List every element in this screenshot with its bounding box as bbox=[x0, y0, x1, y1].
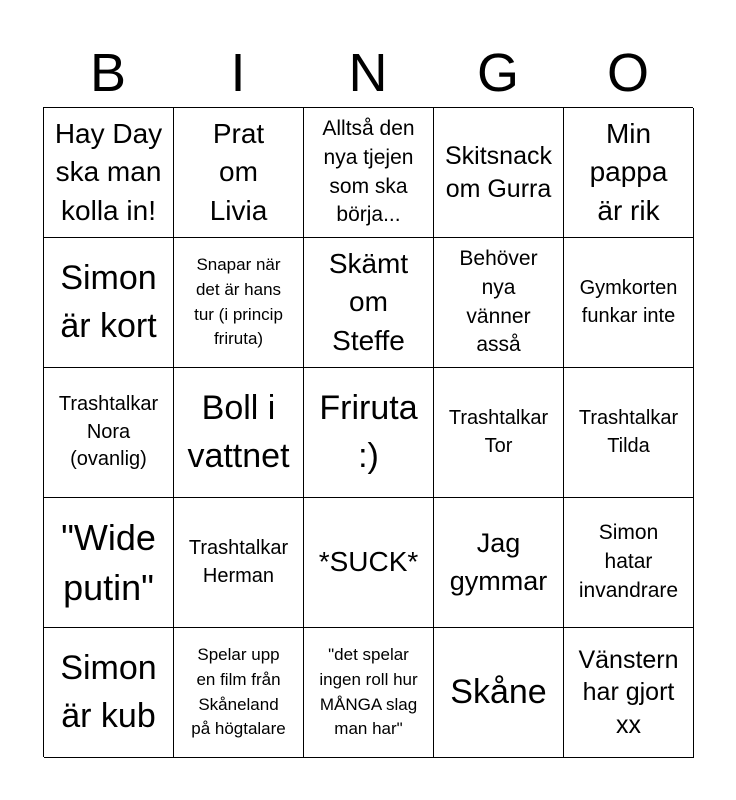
bingo-board bbox=[43, 107, 693, 757]
cell-text: Hay Day ska man kolla in! bbox=[54, 118, 163, 226]
cell-text: Behöver nya vänner asså bbox=[459, 246, 538, 357]
header-letter-n: N bbox=[348, 43, 388, 103]
bingo-cell-r3c2[interactable] bbox=[174, 368, 304, 498]
bingo-cell-r2c2[interactable] bbox=[174, 238, 304, 368]
cell-text: Simon är kort bbox=[60, 258, 157, 345]
cell-text: "Wide putin" bbox=[61, 516, 156, 608]
cell-text: Skåne bbox=[450, 672, 547, 711]
cell-text: Friruta :) bbox=[319, 388, 418, 475]
cell-text: "det spelar ingen roll hur MÅNGA slag man har" bbox=[319, 645, 418, 739]
bingo-cell-r2c3[interactable] bbox=[304, 238, 434, 368]
bingo-cell-r4c1[interactable] bbox=[44, 498, 174, 628]
cell-text: Prat om Livia bbox=[209, 118, 268, 226]
cell-text: Trashtalkar Tilda bbox=[578, 406, 679, 457]
cell-text: Gymkorten funkar inte bbox=[579, 276, 678, 327]
cell-text: Snapar när det är hans tur (i princip friruta) bbox=[194, 255, 283, 349]
bingo-cell-r1c2[interactable] bbox=[174, 108, 304, 238]
cell-text: Spelar upp en film från Skåneland på högtalare bbox=[191, 645, 286, 739]
bingo-cell-r1c5[interactable] bbox=[564, 108, 694, 238]
bingo-cell-r4c5[interactable] bbox=[564, 498, 694, 628]
bingo-cell-r5c3[interactable] bbox=[304, 628, 434, 758]
cell-text: Boll i vattnet bbox=[187, 388, 290, 475]
cell-text: Simon hatar invandrare bbox=[578, 521, 679, 602]
cell-text: Skämt om Steffe bbox=[328, 248, 409, 356]
bingo-cell-r5c2[interactable] bbox=[174, 628, 304, 758]
bingo-cell-r2c5[interactable] bbox=[564, 238, 694, 368]
bingo-cell-r3c5[interactable] bbox=[564, 368, 694, 498]
cell-text: Alltså den nya tjejen som ska börja... bbox=[322, 116, 415, 227]
header-letter-b: B bbox=[89, 43, 127, 103]
cell-text: Trashtalkar Herman bbox=[188, 536, 289, 587]
cell-text: Trashtalkar Nora (ovanlig) bbox=[58, 393, 159, 471]
bingo-cell-r3c4[interactable] bbox=[434, 368, 564, 498]
bingo-cell-r4c2[interactable] bbox=[174, 498, 304, 628]
cell-text: Jag gymmar bbox=[449, 527, 548, 596]
bingo-cell-r3c1[interactable] bbox=[44, 368, 174, 498]
header-letter-o: O bbox=[606, 43, 649, 103]
cell-text: Skitsnack om Gurra bbox=[445, 142, 552, 203]
bingo-cell-r3c3[interactable] bbox=[304, 368, 434, 498]
cell-text: Min pappa är rik bbox=[589, 118, 668, 226]
cell-text: *SUCK* bbox=[318, 546, 419, 578]
bingo-cell-r2c1[interactable] bbox=[44, 238, 174, 368]
bingo-cell-r2c4[interactable] bbox=[434, 238, 564, 368]
bingo-cell-r1c3[interactable] bbox=[304, 108, 434, 238]
bingo-cell-r5c5[interactable] bbox=[564, 628, 694, 758]
bingo-cell-r1c4[interactable] bbox=[434, 108, 564, 238]
header-letter-i: I bbox=[230, 43, 246, 103]
bingo-cell-r5c4[interactable] bbox=[434, 628, 564, 758]
cell-text: Vänstern har gjort xx bbox=[578, 645, 679, 739]
bingo-header bbox=[43, 40, 693, 106]
header-letter-g: G bbox=[476, 43, 519, 103]
cell-text: Simon är kub bbox=[60, 648, 157, 735]
bingo-cell-r5c1[interactable] bbox=[44, 628, 174, 758]
cell-text: Trashtalkar Tor bbox=[448, 406, 549, 457]
bingo-cell-r4c4[interactable] bbox=[434, 498, 564, 628]
bingo-cell-r1c1[interactable] bbox=[44, 108, 174, 238]
bingo-cell-r4c3[interactable] bbox=[304, 498, 434, 628]
